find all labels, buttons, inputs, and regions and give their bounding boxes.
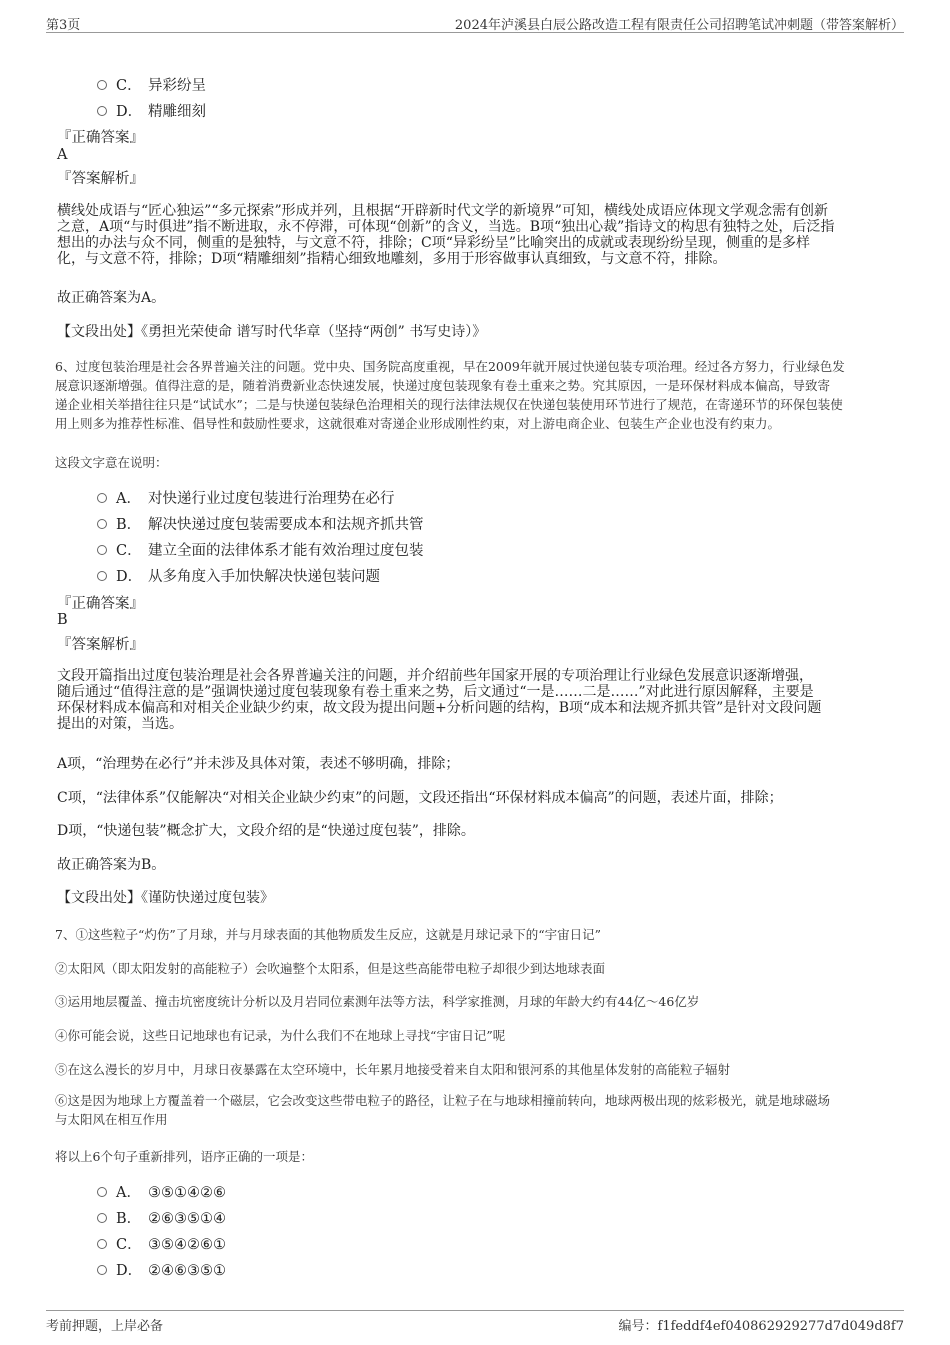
q6-note-a: A项，“治理势在必行”并未涉及具体对策，表述不够明确，排除；	[57, 756, 460, 772]
radio-icon[interactable]	[97, 1265, 107, 1275]
q6-stem: 6、过度包装治理是社会各界普遍关注的问题。党中央、国务院高度重视，早在2009年就开展过快递包装专项治理。经过各方努力，行业绿色发 展意识逐渐增强。值得注意的是，随着消费新业态快速发展，快递过度包装现象有卷土重来之势。究其原因，一是环保材料成本偏高，导致寄 递企业相关举措往往只是“试试水”；二是与快递包装绿色治理相关的现行法律法规仅在快递包装使用环节进行了规范，在寄递环节的环保包装使 用上则多为推荐性标准、倡导性和鼓励性要求，这就很难对寄递企业形成刚性约束，对上游电商企业、包装生产企业也没有约束力。	[55, 359, 845, 431]
radio-icon[interactable]	[97, 571, 107, 581]
q7-option-b[interactable]: B． ②⑥③⑤①④	[97, 1207, 226, 1228]
q6-conclusion: 故正确答案为B。	[57, 857, 166, 873]
q6-analysis-label: 『答案解析』	[57, 637, 144, 653]
q6-question: 这段文字意在说明：	[55, 455, 168, 470]
radio-icon[interactable]	[97, 106, 107, 116]
q6-option-a[interactable]: A． 对快递行业过度包装进行治理势在必行	[97, 487, 395, 508]
q7-sentence-2: ②太阳风（即太阳发射的高能粒子）会吹遍整个太阳系，但是这些高能带电粒子却很少到达地球表面	[55, 961, 606, 976]
q6-analysis: 文段开篇指出过度包装治理是社会各界普遍关注的问题，并介绍前些年国家开展的专项治理让行业绿色发展意识逐渐增强， 随后通过“值得注意的是”强调快递过度包装现象有卷土重来之势，后文通过“一是……二是……”对此进行原因解释，主要是 环保材料成本偏高和对相关企业缺少约束，故文段为提出问题+分析问题的结构，B项“成本和法规齐抓共管”是针对文段问题 提出的对策，当选。	[57, 668, 822, 732]
q7-sentence-5: ⑤在这么漫长的岁月中，月球日夜暴露在太空环境中，长年累月地接受着来自太阳和银河系的其他星体发射的高能粒子辐射	[55, 1062, 731, 1077]
q6-note-d: D项，“快递包装”概念扩大，文段介绍的是“快递过度包装”，排除。	[57, 823, 475, 839]
page-header	[46, 10, 904, 33]
q5-option-c[interactable]: C． 异彩纷呈	[97, 74, 206, 95]
q6-option-c[interactable]: C． 建立全面的法律体系才能有效治理过度包装	[97, 539, 424, 560]
document-title: 2024年泸溪县白辰公路改造工程有限责任公司招聘笔试冲刺题（带答案解析）	[454, 18, 904, 33]
q6-option-d[interactable]: D． 从多角度入手加快解决快递包装问题	[97, 565, 380, 586]
q7-sentence-3: ③运用地层覆盖、撞击坑密度统计分析以及月岩同位素测年法等方法，科学家推测，月球的年龄大约有44亿～46亿岁	[55, 994, 700, 1009]
document-code: 编号：f1feddf4ef040862929277d7d049d8f7	[618, 1319, 904, 1334]
q7-option-d[interactable]: D． ②④⑥③⑤①	[97, 1259, 226, 1280]
q7-sentence-1: 7、①这些粒子“灼伤”了月球，并与月球表面的其他物质发生反应，这就是月球记录下的“宇宙日记”	[55, 927, 602, 942]
q5-analysis-label: 『答案解析』	[57, 171, 144, 187]
q7-option-a[interactable]: A． ③⑤①④②⑥	[97, 1181, 226, 1202]
q7-sentence-4: ④你可能会说，这些日记地球也有记录，为什么我们不在地球上寻找“宇宙日记”呢	[55, 1028, 506, 1043]
radio-icon[interactable]	[97, 1239, 107, 1249]
radio-icon[interactable]	[97, 519, 107, 529]
q6-option-b[interactable]: B． 解决快递过度包装需要成本和法规齐抓共管	[97, 513, 424, 534]
q5-conclusion: 故正确答案为A。	[57, 290, 166, 306]
radio-icon[interactable]	[97, 493, 107, 503]
q6-answer-label: 『正确答案』	[57, 596, 144, 612]
q5-analysis: 横线处成语与“匠心独运”“多元探索”形成并列，且根据“开辟新时代文学的新境界”可知，横线处成语应体现文学观念需有创新 之意，A项“与时俱进”指不断进取，永不停滞，可体现“创新”的含义，当选。B项“独出心裁”指诗文的构思有独特之处，后泛指 想出的办法与众不同，侧重的是独特，与文意不符，排除；C项“异彩纷呈”比喻突出的成就或表现纷纷呈现，侧重的是多样 化，与文意不符，排除；D项“精雕细刻”指精心细致地雕刻，多用于形容做事认真细致，与文意不符，排除。	[57, 203, 835, 267]
radio-icon[interactable]	[97, 545, 107, 555]
q6-note-c: C项，“法律体系”仅能解决“对相关企业缺少约束”的问题，文段还指出“环保材料成本偏高”的问题，表述片面，排除；	[57, 790, 783, 806]
q6-answer: B	[57, 612, 68, 628]
q6-source: 【文段出处】《谨防快递过度包装》	[57, 890, 274, 906]
radio-icon[interactable]	[97, 1213, 107, 1223]
footer-slogan: 考前押题，上岸必备	[46, 1319, 164, 1334]
q5-source: 【文段出处】《勇担光荣使命 谱写时代华章（坚持“两创” 书写史诗）》	[57, 324, 487, 340]
q5-answer-label: 『正确答案』	[57, 130, 144, 146]
q7-sentence-6: ⑥这是因为地球上方覆盖着一个磁层，它会改变这些带电粒子的路径，让粒子在与地球相撞前转向，地球两极出现的炫彩极光，就是地球磁场 与太阳风在相互作用	[55, 1093, 831, 1127]
page-footer	[46, 1310, 904, 1335]
radio-icon[interactable]	[97, 1187, 107, 1197]
page-number: 第3页	[46, 18, 81, 33]
q5-option-d[interactable]: D． 精雕细刻	[97, 100, 206, 121]
radio-icon[interactable]	[97, 80, 107, 90]
q5-answer: A	[57, 147, 68, 163]
q7-question: 将以上6个句子重新排列，语序正确的一项是：	[55, 1149, 313, 1164]
q7-option-c[interactable]: C． ③⑤④②⑥①	[97, 1233, 226, 1254]
